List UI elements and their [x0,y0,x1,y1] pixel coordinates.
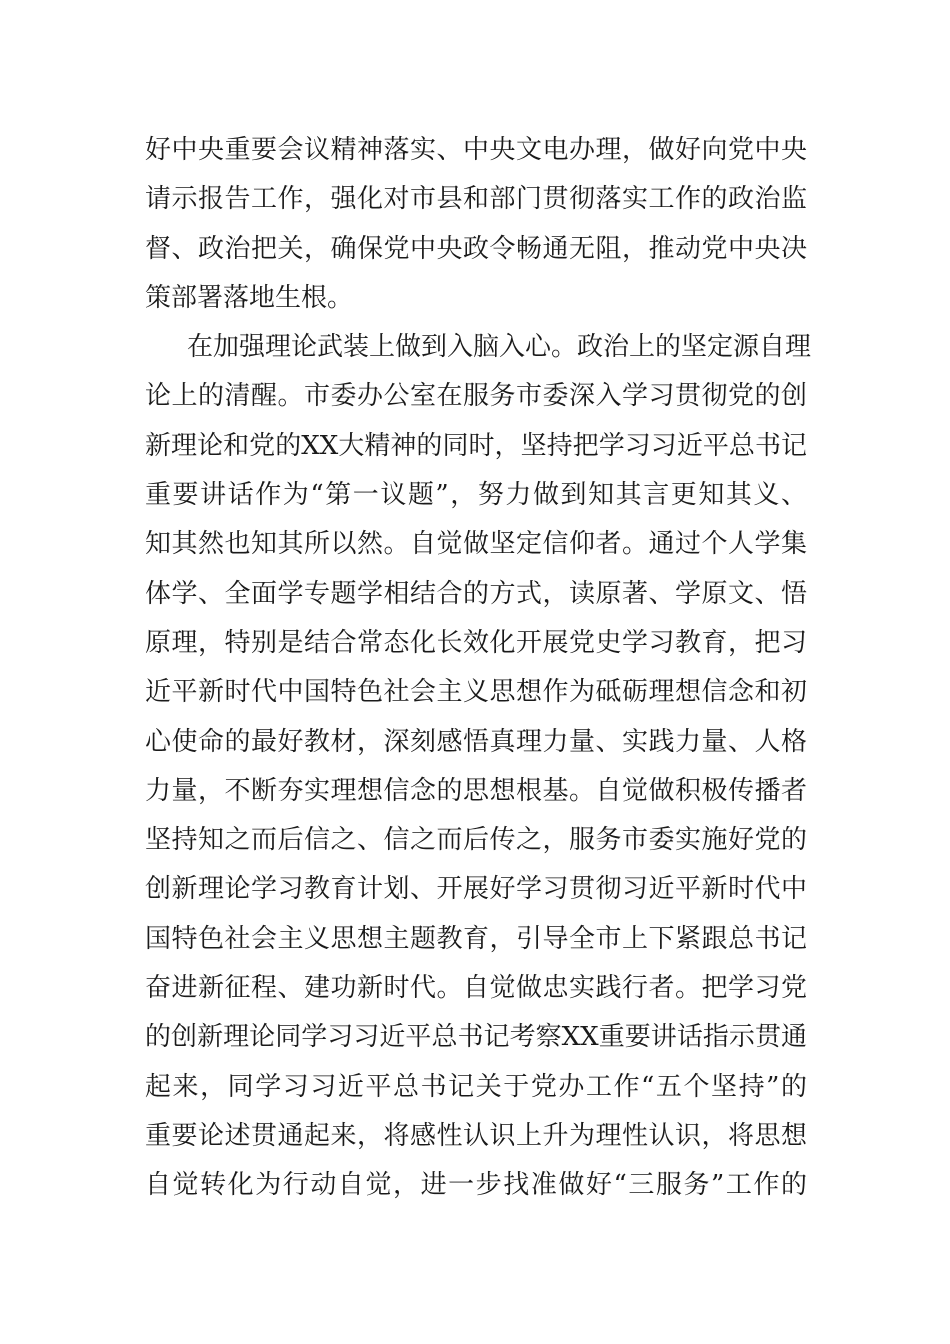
text-line: 自觉转化为行动自觉，进一步找准做好“三服务”工作的 [145,1170,807,1201]
text-line: 在加强理论武装上做到入脑入心。政治上的坚定源自理 [187,332,812,363]
text-line: 请示报告工作，强化对市县和部门贯彻落实工作的政治监 [145,184,807,215]
text-line: 原理，特别是结合常态化长效化开展党史学习教育，把习 [145,627,807,658]
text-line: 奋进新征程、建功新时代。自觉做忠实践行者。把学习党 [145,973,807,1004]
text-line: 体学、全面学专题学相结合的方式，读原著、学原文、悟 [145,578,807,609]
text-line: 力量，不断夯实理想信念的思想根基。自觉做积极传播者 [145,775,807,806]
text-line: 创新理论学习教育计划、开展好学习贯彻习近平新时代中 [145,874,807,905]
text-line: 新理论和党的XX大精神的同时，坚持把学习习近平总书记 [145,430,807,461]
text-line: 重要讲话作为“第一议题”，努力做到知其言更知其义、 [145,480,807,511]
text-line: 心使命的最好教材，深刻感悟真理力量、实践力量、人格 [145,726,807,757]
body-text [145,126,812,1211]
text-line: 重要论述贯通起来，将感性认识上升为理性认识，将思想 [145,1120,807,1151]
text-line: 起来，同学习习近平总书记关于党办工作“五个坚持”的 [145,1071,807,1102]
text-line: 的创新理论同学习习近平总书记考察XX重要讲话指示贯通 [145,1022,807,1053]
text-line: 论上的清醒。市委办公室在服务市委深入学习贯彻党的创 [145,381,807,412]
text-line: 知其然也知其所以然。自觉做坚定信仰者。通过个人学集 [145,529,807,560]
paragraph-2 [145,323,812,1210]
text-line: 近平新时代中国特色社会主义思想作为砥砺理想信念和初 [145,677,807,708]
text-line: 国特色社会主义思想主题教育，引导全市上下紧跟总书记 [145,923,807,954]
text-line: 督、政治把关，确保党中央政令畅通无阻，推动党中央决 [145,233,807,264]
text-line: 坚持知之而后信之、信之而后传之，服务市委实施好党的 [145,825,807,856]
text-line: 好中央重要会议精神落实、中央文电办理，做好向党中央 [145,135,807,165]
paragraph-1 [145,126,807,323]
text-line: 策部署落地生根。 [145,282,354,313]
